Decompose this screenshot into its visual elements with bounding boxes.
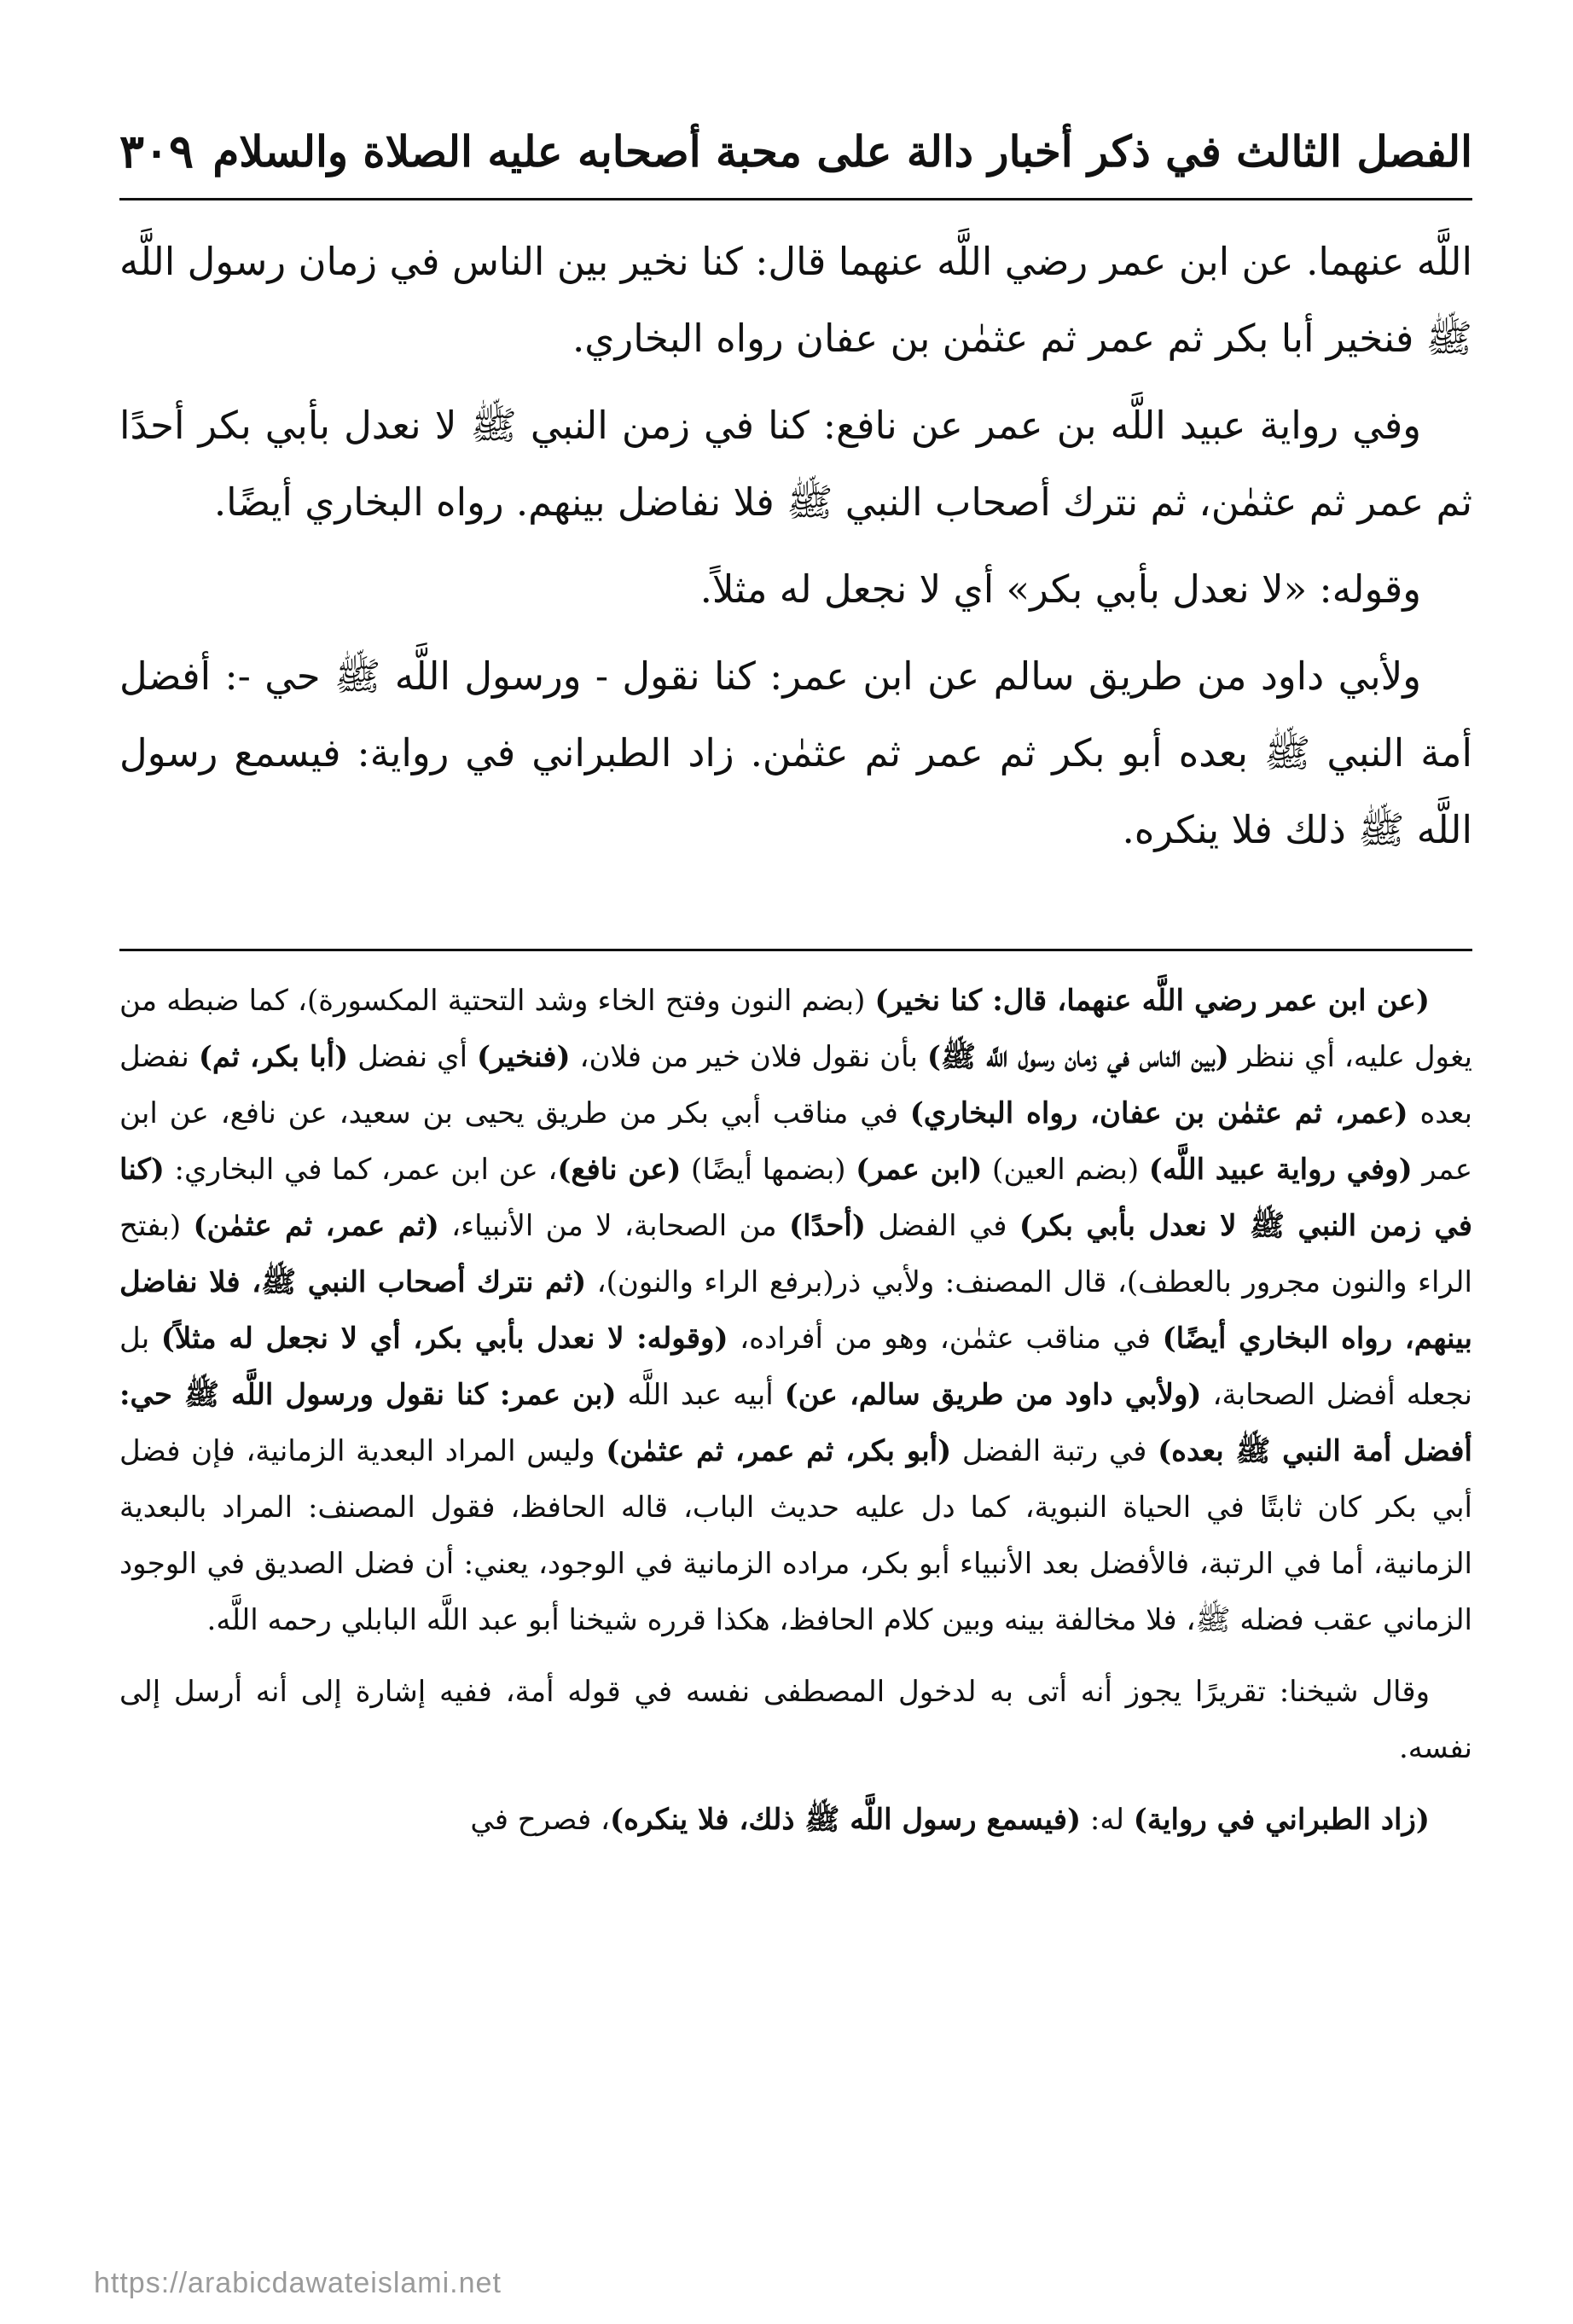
quoted-matn: (فيسمع رسول اللَّه ﷺ ذلك، فلا ينكره) — [610, 1803, 1082, 1837]
commentary-text: أبيه عبد اللَّه — [616, 1378, 785, 1412]
commentary-text: بأن نقول فلان خير من فلان، — [570, 1040, 927, 1074]
commentary-text: (بفتح الراء والنون مجرور بالعطف)، قال المصنف: ولأبي ذر(برفع الراء والنون)، — [119, 1209, 1472, 1299]
commentary-text: ، فصرح في — [470, 1803, 611, 1837]
main-paragraph: وفي رواية عبيد اللَّه بن عمر عن نافع: كنا في زمن النبي ﷺ لا نعدل بأبي بكر أحدًا ثم عمر ثم عثمٰن، ثم نترك أصحاب النبي ﷺ فلا نفاضل بينهم. رواه البخاري أيضًا. — [119, 403, 1472, 525]
quoted-matn: (وفي رواية عبيد اللَّه) — [1148, 1153, 1413, 1187]
quoted-matn: (عمر، ثم عثمٰن بن عفان، رواه البخاري) — [909, 1096, 1408, 1130]
page-number: ٣٠٩ — [119, 124, 194, 178]
quoted-matn: (زاد الطبراني في رواية) — [1133, 1803, 1430, 1837]
header-divider — [119, 198, 1472, 200]
quoted-matn: (أحدًا) — [789, 1209, 866, 1243]
quoted-matn: (فنخير) — [476, 1040, 571, 1074]
commentary-text: (بضمها أيضًا) — [681, 1153, 856, 1187]
commentary-paragraph — [119, 973, 1472, 1648]
commentary-text: في رتبة الفضل — [951, 1434, 1158, 1468]
commentary-divider — [119, 949, 1472, 951]
commentary-text: في مناقب عثمٰن، وهو من أفراده، — [728, 1322, 1163, 1356]
commentary-text: (بضم النون وفتح الخاء وشد التحتية المكسورة)، كما ضبطه من يغول عليه، أي ننظر — [119, 984, 1472, 1074]
commentary-text: (بضم العين) — [982, 1153, 1149, 1187]
main-paragraph: اللَّه عنهما. عن ابن عمر رضي اللَّه عنهما قال: كنا نخير بين الناس في زمان رسول اللَّه ﷺ فنخير أبا بكر ثم عمر ثم عثمٰن بن عفان رواه البخاري. — [119, 239, 1472, 361]
commentary-text: له: — [1081, 1803, 1134, 1837]
commentary-text: في مناقب أبي بكر من طريق يحيى بن سعيد، عن نافع، عن ابن عمر — [119, 1096, 1472, 1187]
quoted-matn: (بن عمر: كنا نقول ورسول اللَّه ﷺ حي: أفضل أمة النبي ﷺ بعده) — [119, 1378, 1473, 1468]
main-text — [119, 224, 1472, 879]
quoted-matn: (وقوله: لا نعدل بأبي بكر، أي لا نجعل له مثلاً) — [160, 1322, 728, 1356]
source-watermark: https://arabicdawateislami.net — [94, 2267, 502, 2299]
quoted-matn: (ولأبي داود من طريق سالم، عن) — [784, 1378, 1202, 1412]
quoted-matn: (أبا بكر، ثم) — [198, 1040, 349, 1074]
quoted-matn: (عن ابن عمر رضي اللَّه عنهما، قال: كنا نخير) — [874, 984, 1430, 1018]
commentary-text: نفضل بعده — [119, 1040, 1472, 1130]
quoted-matn: (بين الناس في زمان رسول اللَّه ﷺ) — [926, 1040, 1229, 1074]
quoted-matn: (عن نافع) — [557, 1153, 682, 1187]
running-title: الفصل الثالث في ذكر أخبار دالة على محبة أصحابه عليه الصلاة والسلام — [212, 125, 1472, 177]
commentary-text: ، عن ابن عمر، كما في البخاري: — [164, 1153, 558, 1187]
quoted-matn: (أبو بكر، ثم عمر، ثم عثمٰن) — [606, 1434, 952, 1468]
quoted-matn: (كنا في زمن النبي ﷺ لا نعدل بأبي بكر) — [119, 1153, 1472, 1243]
main-paragraph: ولأبي داود من طريق سالم عن ابن عمر: كنا نقول - ورسول اللَّه ﷺ حي -: أفضل أمة النبي ﷺ بعده أبو بكر ثم عمر ثم عثمٰن. زاد الطبراني في رواية: فيسمع رسول اللَّه ﷺ ذلك فلا ينكره. — [119, 654, 1472, 852]
quoted-matn: (ثم نترك أصحاب النبي ﷺ، فلا نفاضل بينهم، رواه البخاري أيضًا) — [119, 1265, 1472, 1356]
commentary — [119, 973, 1472, 1863]
commentary-text: أي نفضل — [348, 1040, 477, 1074]
commentary-text: في الفضل — [865, 1209, 1019, 1243]
commentary-paragraph: وقال شيخنا: تقريرًا يجوز أنه أتى به لدخول المصطفى نفسه في قوله أمة، ففيه إشارة إلى أنه أرسل إلى نفسه. — [119, 1675, 1472, 1765]
commentary-text: بل نجعله أفضل الصحابة، — [119, 1322, 1472, 1412]
quoted-matn: (ثم عمر، ثم عثمٰن) — [193, 1209, 439, 1243]
main-paragraph: وقوله: «لا نعدل بأبي بكر» أي لا نجعل له مثلاً. — [699, 566, 1421, 612]
commentary-text: من الصحابة، لا من الأنبياء، — [438, 1209, 789, 1243]
page-header — [119, 113, 1472, 189]
quoted-matn: (ابن عمر) — [856, 1153, 983, 1187]
commentary-paragraph — [119, 1792, 1472, 1848]
commentary-text: وليس المراد البعدية الزمانية، فإن فضل أبي بكر كان ثابتًا في الحياة النبوية، كما دل عليه حديث الباب، قاله الحافظ، فقول المصنف: المراد بالبعدية الزمانية، أما في الرتبة، فالأفضل بعد الأنبياء أبو بكر، مراده الزمانية في الوجود، يعني: أن فضل الصديق في الوجود الزماني عقب فضله ﷺ، فلا مخالفة بينه وبين كلام الحافظ، هكذا قرره شيخنا أبو عبد اللَّه البابلي رحمه اللَّه. — [119, 1434, 1472, 1637]
